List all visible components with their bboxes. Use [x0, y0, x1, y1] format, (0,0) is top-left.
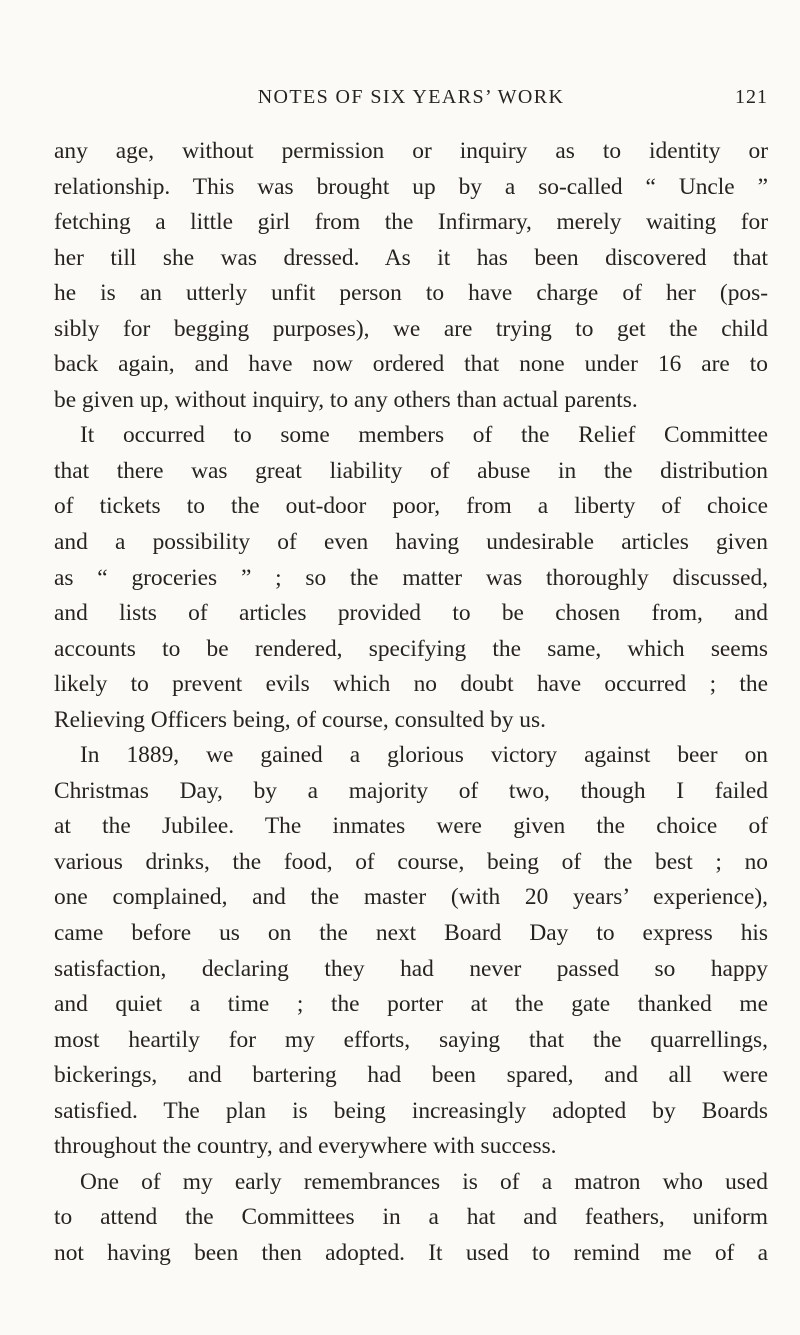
text-line-24: satisfaction, declaring they had never passed so happy [54, 955, 768, 982]
text-line-19: Christmas Day, by a majority of two, though I failed [54, 777, 768, 804]
text-line-12: and a possibility of even having undesirable articles given [54, 529, 768, 556]
text-line-1: any age, without permission or inquiry as to identity or [54, 138, 768, 164]
text-line-25: and quiet a time ; the porter at the gate thanked me [54, 991, 768, 1018]
body-text [54, 134, 768, 1272]
text-line-2: relationship. This was brought up by a so-called “ Uncle ” [54, 173, 768, 200]
text-line-26: most heartily for my efforts, saying that the quarrellings, [54, 1026, 768, 1053]
text-line-10: that there was great liability of abuse in the distribution [54, 457, 768, 484]
text-line-14: and lists of articles provided to be chosen from, and [54, 600, 768, 627]
text-line-23: came before us on the next Board Day to express his [54, 920, 768, 947]
text-line-11: of tickets to the out-door poor, from a liberty of choice [54, 493, 768, 520]
text-line-30: One of my early remembrances is of a matron who used [80, 1168, 768, 1195]
text-line-7: back again, and have now ordered that none under 16 are to [54, 351, 768, 378]
text-line-31: to attend the Committees in a hat and feathers, uniform [54, 1204, 768, 1231]
text-line-20: at the Jubilee. The inmates were given the choice of [54, 813, 768, 840]
text-line-9: It occurred to some members of the Relief Committee [80, 422, 768, 449]
text-line-6: sibly for begging purposes), we are trying to get the child [54, 315, 768, 342]
text-line-3: fetching a little girl from the Infirmary, merely waiting for [54, 209, 768, 236]
text-line-5: he is an utterly unfit person to have charge of her (pos- [54, 280, 768, 307]
text-line-27: bickerings, and bartering had been spared, and all were [54, 1062, 768, 1089]
text-line-21: various drinks, the food, of course, being of the best ; no [54, 848, 768, 875]
text-line-15: accounts to be rendered, specifying the same, which seems [54, 635, 768, 662]
text-line-17: Relieving Officers being, of course, consulted by us. [54, 706, 546, 733]
text-line-29: throughout the country, and everywhere with success. [54, 1133, 557, 1160]
page-number: 121 [735, 86, 768, 108]
text-line-18: In 1889, we gained a glorious victory against beer on [80, 742, 768, 769]
running-title: NOTES OF SIX YEARS’ WORK [257, 86, 565, 108]
text-line-8: be given up, without inquiry, to any others than actual parents. [54, 386, 638, 413]
running-head [54, 86, 768, 116]
text-line-22: one complained, and the master (with 20 years’ experience), [54, 884, 768, 911]
text-line-28: satisfied. The plan is being increasingly adopted by Boards [54, 1097, 768, 1124]
text-line-13: as “ groceries ” ; so the matter was thoroughly discussed, [54, 564, 768, 591]
text-line-4: her till she was dressed. As it has been discovered that [54, 244, 768, 271]
text-line-16: likely to prevent evils which no doubt have occurred ; the [54, 671, 768, 698]
text-line-32: not having been then adopted. It used to remind me of a [54, 1239, 768, 1266]
